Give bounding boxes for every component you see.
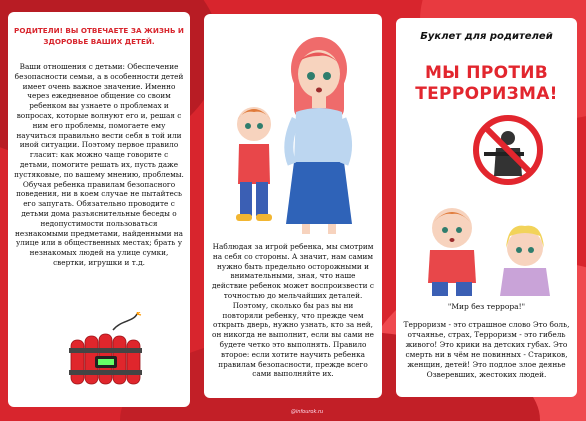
mother-and-child-illustration [224,24,369,239]
panel-child-observation [204,14,382,398]
booklet-title [396,63,577,105]
poem-text: Терроризм - это страшное слово Это боль, отчаянье, страх, Терроризм - это гибель живого! Это крики на детских губах. Это смерть ни в чём не повинных - Стариков, женщин, детей! Это подлое злое деянье Озверевших, жестоких людей. [403,320,570,379]
booklet-title-line2: ТЕРРОРИЗМА! [415,84,558,104]
footer-watermark: @infourok.ru [290,409,324,415]
booklet-title-line1: МЫ ПРОТИВ [424,63,549,83]
dynamite-icon [63,312,153,392]
panel1-text: Ваши отношения с детьми: Обеспечение безопасности семьи, а в особенности детей имеет очень важное значение. Именно через ежедневное общение со своим ребенком вы узнаете о проблемах и вопросах, которые волнуют его и, решая с ним его проблемы, помогаете ему научиться правильно вести себя в той или иной ситуации. Поэтому первое правило гласит: как можно чаще говорите с детьми, помогите решать их, пусть даже пустяковые, по вашему мнению, проблемы. Обучая ребенка правилам безопасного поведения, ни в коем случае не пытайтесь его запугать. Обязательно проводите с детьми дома разъяснительные беседы о недопустимости пользоваться незнакомыми предметами, найденными на улице или в общественных местах; брать у незнакомых людей на улице сумки, свертки, игрушки и т.д. [14,62,184,267]
panel2-text: Наблюдая за игрой ребенка, мы смотрим на себя со стороны. А значит, нам самим нужно быть предельно осторожными и внимательными, зная, что наше действие ребенок может воспроизвести с точностью до мельчайших деталей. Поэтому, сколько бы раз вы ни повторяли ребенку, что прежде чем открыть дверь, нужно узнать, кто за ней, он никогда не выполнит, если вы сами не будете четко это выполнять. Правило второе: если хотите научить ребенка правилам безопасности, прежде всего сами выполняйте их. [212,242,374,379]
panel-against-terrorism [396,18,577,397]
panel1-title: РОДИТЕЛИ! ВЫ ОТВЕЧАЕТЕ ЗА ЖИЗНЬ И ЗДОРОВЬЕ ВАШИХ ДЕТЕЙ. [14,26,184,46]
no-terrorism-sign-icon [476,118,540,182]
quote-text: "Мир без террора!" [447,302,526,311]
children-illustration [400,108,573,298]
booklet-header: Буклет для родителей [420,31,553,42]
panel-parents-responsibility [8,12,190,407]
